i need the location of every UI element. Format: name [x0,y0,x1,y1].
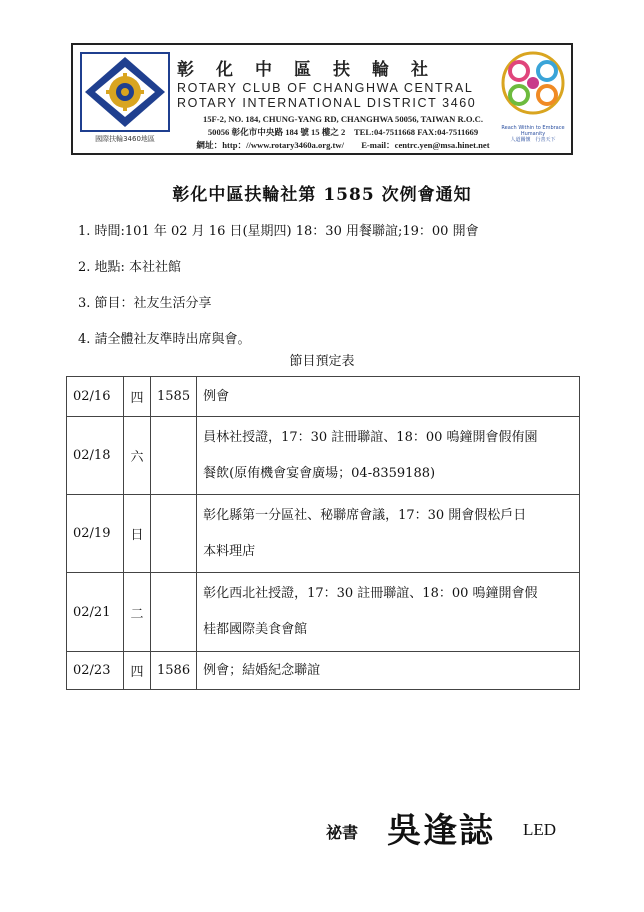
website-and-email: 網址：http：//www.rotary3460a.org.tw/ E-mail：centrc.yen@msa.hinet.net [196,140,490,150]
row-date: 02/21 [67,573,124,652]
table-row [67,573,580,652]
row-meeting-number: 1585 [151,377,197,417]
district-caption: 國際扶輪3460地區 [95,135,155,143]
notice-title: 彰化中區扶輪社第 1585 次例會通知 [172,185,472,205]
row-description-line: 桂都國際美食會館 [203,622,308,637]
signature-suffix: LED [523,820,557,839]
row-description-line: 例會；結婚紀念聯誼 [203,662,321,678]
schedule-caption: 節目預定表 [289,354,355,369]
row-date: 02/16 [67,377,124,417]
row-description-line: 例會 [203,388,230,404]
item-attendance: 4. 請全體社友準時出席與會。 [78,332,251,347]
theme-caption-zh: 人道關懷 行善天下 [510,137,556,143]
item-program: 3. 節目：社友生活分享 [78,296,212,311]
row-weekday: 四 [124,377,151,417]
row-description-line: 本料理店 [203,543,256,559]
row-weekday: 日 [124,495,151,573]
row-date: 02/18 [67,417,124,495]
row-description [197,377,580,417]
club-name-chinese: 彰化中區扶輪社 [177,60,450,80]
row-weekday: 二 [124,573,151,652]
address-and-phone: 50056 彰化市中央路 184 號 15 樓之 2 TEL:04-7511668 FAX:04-7511669 [207,127,479,137]
theme-caption-en: Reach Within to Embrace Humanity [501,125,565,137]
row-description-line: 餐飲(原侑機會宴會廣場；04-8359188) [203,465,436,481]
row-description [197,652,580,690]
address-english: 15F-2, NO. 184, CHUNG-YANG RD, CHANGHWA 50056, TAIWAN R.O.C. [202,114,484,124]
district-name-english: ROTARY INTERNATIONAL DISTRICT 3460 [177,96,477,110]
club-name-english: ROTARY CLUB OF CHANGHWA CENTRAL [177,81,474,95]
notice-items [78,220,598,364]
row-description-line: 彰化縣第一分區社、秘聯席會議，17：30 開會假松戶日 [203,507,527,523]
row-meeting-number [151,495,197,573]
schedule-table [66,376,580,690]
row-weekday: 六 [124,417,151,495]
signature-title: 祕書 [326,823,359,842]
row-description [197,417,580,495]
table-row [67,417,580,495]
row-meeting-number [151,417,197,495]
row-meeting-number: 1586 [151,652,197,690]
letterhead [71,43,573,155]
table-row [67,652,580,690]
table-row [67,377,580,417]
item-time: 1. 時間:101 年 02 月 16 日(星期四) 18：30 用餐聯誼;19：00 開會 [78,224,479,239]
row-weekday: 四 [124,652,151,690]
row-description [197,495,580,573]
row-date: 02/19 [67,495,124,573]
row-description-line: 員林社授證，17：30 註冊聯誼、18：00 鳴鐘開會假侑園 [203,429,538,445]
rotary-theme-logo [497,49,569,123]
signature-name: 吳逢誌 [387,811,495,851]
row-meeting-number [151,573,197,652]
row-description-line: 彰化西北社授證，17：30 註冊聯誼、18：00 鳴鐘開會假 [203,586,538,601]
table-row [67,495,580,573]
item-location: 2. 地點: 本社社館 [78,260,182,275]
row-description [197,573,580,652]
row-date: 02/23 [67,652,124,690]
